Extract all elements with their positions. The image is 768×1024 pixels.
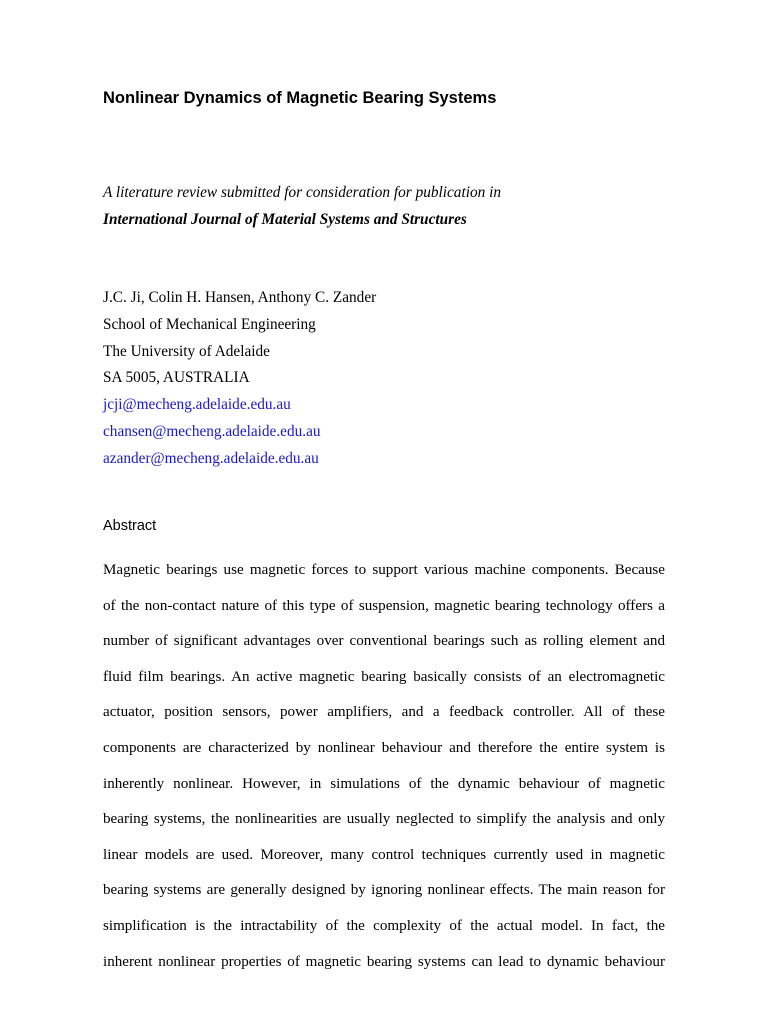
abstract-line: inherent nonlinear properties of magnetic bearing systems can lead to dynamic behaviour bbox=[103, 953, 665, 970]
journal-name: International Journal of Material Systems and Structures bbox=[103, 210, 467, 228]
author-school: School of Mechanical Engineering bbox=[103, 315, 316, 333]
abstract-line: Magnetic bearings use magnetic forces to support various machine components. Because bbox=[103, 562, 665, 578]
abstract-line: actuator, position sensors, power amplifiers, and a feedback controller. All of these bbox=[103, 704, 665, 721]
email-link-azander[interactable]: azander@mecheng.adelaide.edu.au bbox=[103, 449, 319, 467]
author-block bbox=[103, 285, 376, 473]
abstract-line: bearing systems are generally designed by ignoring nonlinear effects. The main reason for bbox=[103, 882, 665, 899]
abstract-line: components are characterized by nonlinear behaviour and therefore the entire system is bbox=[103, 739, 665, 756]
abstract-body bbox=[103, 553, 665, 980]
submission-note bbox=[103, 180, 501, 233]
abstract-heading: Abstract bbox=[103, 518, 157, 534]
submission-statement: A literature review submitted for consideration for publication in bbox=[103, 184, 501, 201]
abstract-line: linear models are used. Moreover, many control techniques currently used in magnetic bbox=[103, 846, 665, 863]
abstract-line: bearing systems, the nonlinearities are usually neglected to simplify the analysis and only bbox=[103, 811, 665, 828]
abstract-line: inherently nonlinear. However, in simulations of the dynamic behaviour of magnetic bbox=[103, 775, 665, 792]
paper-title: Nonlinear Dynamics of Magnetic Bearing Systems bbox=[103, 89, 497, 107]
author-names: J.C. Ji, Colin H. Hansen, Anthony C. Zander bbox=[103, 289, 377, 306]
email-link-chansen[interactable]: chansen@mecheng.adelaide.edu.au bbox=[103, 422, 321, 440]
email-link-jcji[interactable]: jcji@mecheng.adelaide.edu.au bbox=[103, 396, 291, 414]
author-address: SA 5005, AUSTRALIA bbox=[103, 369, 250, 387]
abstract-line: number of significant advantages over conventional bearings such as rolling element and bbox=[103, 633, 665, 650]
abstract-line: simplification is the intractability of the complexity of the actual model. In fact, the bbox=[103, 917, 665, 934]
author-university: The University of Adelaide bbox=[103, 342, 270, 360]
abstract-line: of the non-contact nature of this type of suspension, magnetic bearing technology offers a bbox=[103, 597, 665, 614]
abstract-line: fluid film bearings. An active magnetic bearing basically consists of an electromagnetic bbox=[103, 668, 665, 685]
